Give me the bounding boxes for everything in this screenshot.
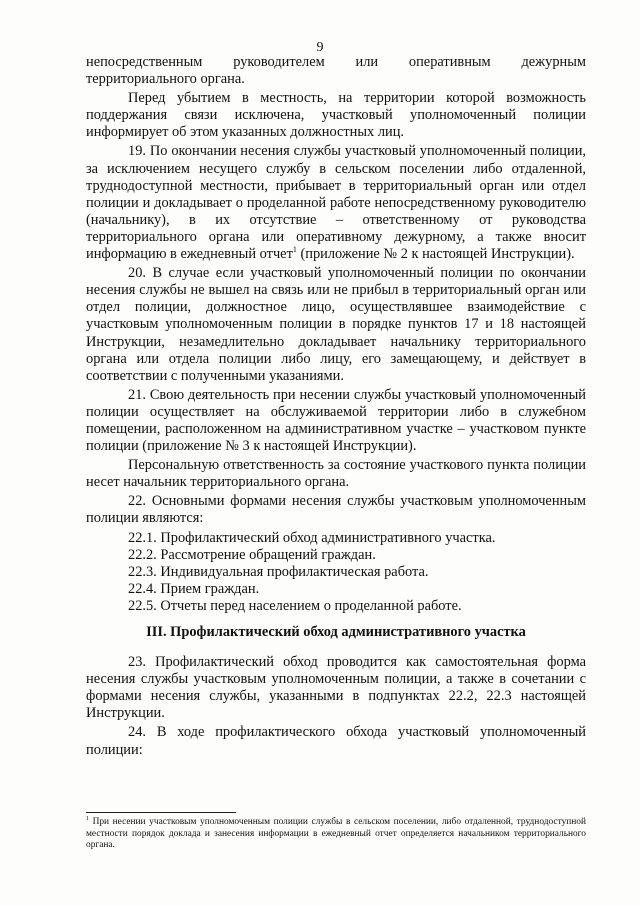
footnote [86,817,586,852]
page-number: 9 [316,40,324,55]
paragraph-continuation: непосредственным руководителем или оперативным дежурным территориального органа. [86,54,586,88]
list-item-22-1: 22.1. Профилактический обход административного участка. [128,529,496,546]
paragraph-21: 21. Свою деятельность при несении службы участковый уполномоченный полиции осуществляет на обслуживаемой территории либо в служебном помещении, расположенном на административном участке – участковом пункте полиции (приложение № 3 к настоящей Инструкции). [86,386,586,455]
paragraph-communication-notice: Перед убытием в местность, на территории которой возможность поддержания связи исключена, участковый уполномоченный полиции информирует об этом указанных должностных лиц. [86,90,586,141]
footnote-marker: 1 [86,815,89,822]
list-item-22-5: 22.5. Отчеты перед населением о проделанной работе. [128,597,462,614]
list-item-22-2: 22.2. Рассмотрение обращений граждан. [128,546,376,563]
paragraph-24: 24. В ходе профилактического обхода участковый уполномоченный полиции: [86,724,586,758]
paragraph-19-text: 19. По окончании несения службы участковый уполномоченный полиции, за исключением несущего службу в сельском поселении либо отдаленной, труднодоступной местности, прибывает в территориальный орган или отдел полиции и докладывает о проделанной работе непосредственному руководителю (начальнику), в их отсутствие – ответственному от руководства территориального органа или оперативному дежурному, а также вносит информацию в ежедневный отчет [86,143,586,263]
paragraph-23: 23. Профилактический обход проводится как самостоятельная форма несения службы участковым уполномоченным полиции, а также в сочетании с формами несения службы, указанными в подпунктах 22.2, 22.3 настоящей Инструкции. [86,654,586,722]
paragraph-19 [86,143,586,263]
paragraph-19-tail: (приложение № 2 к настоящей Инструкции). [296,246,575,263]
paragraph-22: 22. Основными формами несения службы участковым уполномоченным полиции являются: [86,493,586,527]
list-item-22-4: 22.4. Прием граждан. [128,580,260,597]
paragraph-20: 20. В случае если участковый уполномоченный полиции по окончании несения службы не вышел на связь или не прибыл в территориальный орган или отдел полиции, должностное лицо, осуществлявшее взаимодействие с участковым уполномоченным полиции в порядке пунктов 17 и 18 настоящей Инструкции, незамедлительно докладывает начальнику территориального органа или отдела полиции либо лицу, его замещающему, и действует в соответствии с полученными указаниями. [86,265,586,384]
list-item-22-3: 22.3. Индивидуальная профилактическая работа. [128,563,429,580]
footnote-divider [86,812,236,813]
section-heading: III. Профилактический обход административного участка [146,624,526,640]
document-body [86,54,586,759]
footnote-text: При несении участковым уполномоченным полиции службы в сельском поселении, либо отдаленной, труднодоступной местности порядок доклада и занесения информации в ежедневный отчет определяется начальником территориального органа. [86,817,586,851]
paragraph-responsibility: Персональную ответственность за состояние участкового пункта полиции несет начальник территориального органа. [86,457,586,491]
footnote-reference: 1 [292,245,297,255]
